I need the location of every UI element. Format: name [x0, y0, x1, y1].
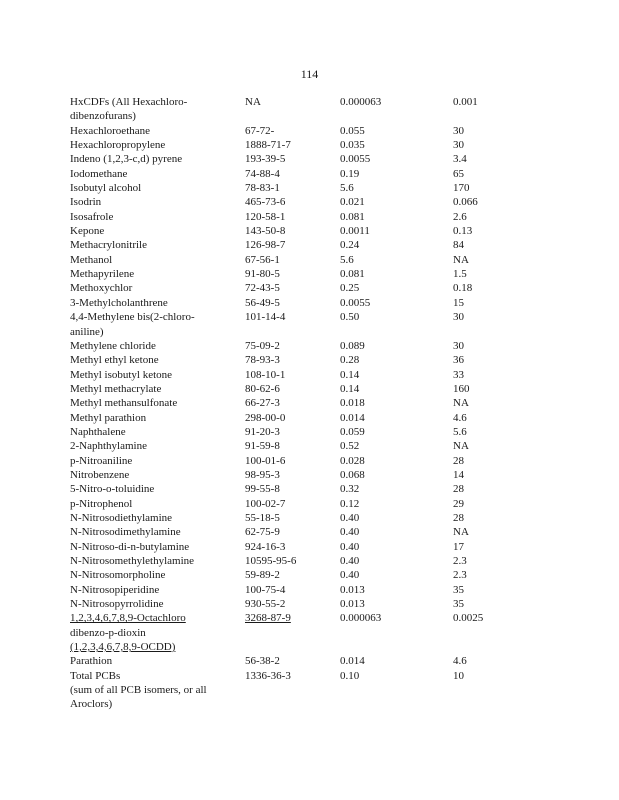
- cas-number: 91-80-5: [245, 268, 280, 281]
- constituent-name: Methyl isobutyl ketone: [70, 368, 173, 381]
- table-row: [70, 683, 590, 697]
- nonwastewater-value: 30: [453, 311, 464, 324]
- nonwastewater-value: 4.6: [453, 411, 467, 424]
- table-row: [70, 640, 590, 654]
- constituent-name: dibenzo-p-dioxin: [70, 626, 146, 639]
- cas-number: 126-98-7: [245, 239, 286, 252]
- wastewater-value: 0.081: [340, 268, 365, 281]
- nonwastewater-value: 28: [453, 454, 464, 467]
- constituent-name: Methyl parathion: [70, 411, 147, 424]
- wastewater-value: 0.068: [340, 468, 365, 481]
- cas-number: 75-09-2: [245, 339, 280, 352]
- wastewater-value: 0.14: [340, 382, 360, 395]
- constituent-name: Indeno (1,2,3-c,d) pyrene: [70, 153, 183, 166]
- wastewater-value: 0.028: [340, 454, 365, 467]
- cas-number: 66-27-3: [245, 397, 280, 410]
- constituent-name: Total PCBs: [70, 669, 121, 682]
- table-row: [70, 597, 590, 611]
- table-row: [70, 382, 590, 396]
- nonwastewater-value: 35: [453, 598, 464, 611]
- nonwastewater-value: 65: [453, 167, 464, 180]
- wastewater-value: 0.14: [340, 368, 360, 381]
- wastewater-value: 0.50: [340, 311, 360, 324]
- cas-number: 55-18-5: [245, 511, 280, 524]
- wastewater-value: 0.055: [340, 124, 365, 137]
- constituent-name: N-Nitrosopiperidine: [70, 583, 160, 596]
- table-row: [70, 210, 590, 224]
- cas-number: 100-01-6: [245, 454, 286, 467]
- constituent-name: 5-Nitro-o-toluidine: [70, 483, 155, 496]
- constituent-name: Hexachloroethane: [70, 124, 151, 137]
- constituent-name: Parathion: [70, 655, 113, 668]
- cas-number: [245, 109, 340, 123]
- table-row: [70, 697, 590, 711]
- table-row: [70, 296, 590, 310]
- wastewater-value: 0.32: [340, 483, 360, 496]
- constituent-name: Methoxychlor: [70, 282, 133, 295]
- constituent-name: Methyl methacrylate: [70, 382, 162, 395]
- cas-number: 59-89-2: [245, 569, 280, 582]
- cas-number: 3268-87-9: [245, 612, 291, 625]
- constituent-name: 3-Methylcholanthrene: [70, 296, 168, 309]
- cas-number: 98-95-3: [245, 468, 280, 481]
- cas-number: 298-00-0: [245, 411, 286, 424]
- table-row: [70, 368, 590, 382]
- table-row: [70, 167, 590, 181]
- table-row: [70, 525, 590, 539]
- nonwastewater-value: 1.5: [453, 268, 467, 281]
- wastewater-value: 0.19: [340, 167, 360, 180]
- wastewater-value: 0.0011: [340, 225, 370, 238]
- constituent-name: Methacrylonitrile: [70, 239, 147, 252]
- constituent-name: Hexachloropropylene: [70, 139, 166, 152]
- nonwastewater-value: 35: [453, 583, 464, 596]
- nonwastewater-value: [453, 683, 533, 697]
- constituent-name: Nitrobenzene: [70, 468, 130, 481]
- nonwastewater-value: 5.6: [453, 425, 467, 438]
- table-row: [70, 124, 590, 138]
- nonwastewater-value: NA: [453, 440, 469, 453]
- table-row: [70, 482, 590, 496]
- table-row: [70, 425, 590, 439]
- nonwastewater-value: 170: [453, 182, 470, 195]
- cas-number: 10595-95-6: [245, 555, 297, 567]
- table-row: [70, 310, 590, 324]
- nonwastewater-value: 3.4: [453, 153, 467, 166]
- wastewater-value: 0.40: [340, 540, 360, 553]
- wastewater-value: 0.014: [340, 411, 365, 424]
- table-row: [70, 511, 590, 525]
- cas-number: 78-83-1: [245, 182, 280, 195]
- table-row: [70, 454, 590, 468]
- wastewater-value: 5.6: [340, 182, 354, 195]
- cas-number: [245, 683, 340, 697]
- constituent-name: 2-Naphthylamine: [70, 440, 147, 453]
- cas-number: 67-72-: [245, 124, 275, 137]
- constituent-name: p-Nitrophenol: [70, 497, 133, 510]
- constituent-name: N-Nitrosomorpholine: [70, 569, 166, 582]
- nonwastewater-value: 0.18: [453, 282, 473, 295]
- constituent-table: [70, 95, 590, 712]
- wastewater-value: [340, 109, 453, 123]
- constituent-name: Iodomethane: [70, 167, 128, 180]
- table-row: [70, 583, 590, 597]
- cas-number: [245, 640, 340, 654]
- table-row: [70, 253, 590, 267]
- nonwastewater-value: 4.6: [453, 655, 467, 668]
- nonwastewater-value: 2.6: [453, 210, 467, 223]
- table-row: [70, 669, 590, 683]
- nonwastewater-value: NA: [453, 253, 469, 266]
- nonwastewater-value: 14: [453, 468, 464, 481]
- table-row: [70, 439, 590, 453]
- table-row: [70, 411, 590, 425]
- nonwastewater-value: 2.3: [453, 555, 467, 567]
- table-row: [70, 109, 590, 123]
- constituent-name: HxCDFs (All Hexachloro-: [70, 96, 188, 108]
- cas-number: 101-14-4: [245, 311, 286, 324]
- constituent-name: Isosafrole: [70, 210, 114, 223]
- constituent-name: N-Nitroso-di-n-butylamine: [70, 540, 190, 553]
- page-number: 114: [300, 67, 319, 81]
- table-row: [70, 152, 590, 166]
- constituent-name: Aroclors): [70, 698, 113, 711]
- table-row: [70, 138, 590, 152]
- wastewater-value: 0.52: [340, 440, 360, 453]
- wastewater-value: [340, 683, 453, 697]
- nonwastewater-value: 30: [453, 124, 464, 137]
- constituent-name: aniline): [70, 325, 104, 338]
- table-row: [70, 181, 590, 195]
- wastewater-value: 0.018: [340, 397, 365, 410]
- nonwastewater-value: [453, 640, 533, 654]
- table-row: [70, 238, 590, 252]
- cas-number: 465-73-6: [245, 196, 286, 209]
- wastewater-value: 0.089: [340, 339, 365, 352]
- constituent-name: Methylene chloride: [70, 339, 156, 352]
- wastewater-value: 0.059: [340, 425, 365, 438]
- cas-number: NA: [245, 96, 261, 108]
- nonwastewater-value: 0.13: [453, 225, 473, 238]
- nonwastewater-value: 28: [453, 483, 464, 496]
- wastewater-value: 0.021: [340, 196, 365, 209]
- wastewater-value: 0.000063: [340, 96, 382, 108]
- constituent-name: N-Nitrosopyrrolidine: [70, 598, 164, 611]
- table-row: [70, 654, 590, 668]
- nonwastewater-value: NA: [453, 397, 469, 410]
- wastewater-value: 0.10: [340, 669, 360, 682]
- constituent-name: Isodrin: [70, 196, 102, 209]
- cas-number: 74-88-4: [245, 167, 280, 180]
- constituent-name: p-Nitroaniline: [70, 454, 133, 467]
- constituent-name: N-Nitrosomethylethylamine: [70, 555, 195, 567]
- wastewater-value: 0.0055: [340, 296, 371, 309]
- constituent-name: dibenzofurans): [70, 110, 136, 123]
- constituent-name: (sum of all PCB isomers, or all: [70, 684, 207, 697]
- nonwastewater-value: 30: [453, 139, 464, 152]
- table-row: [70, 568, 590, 582]
- constituent-name: 1,2,3,4,6,7,8,9-Octachloro: [70, 612, 186, 625]
- wastewater-value: [340, 325, 453, 339]
- wastewater-value: 0.013: [340, 583, 365, 596]
- constituent-name: (1,2,3,4,6,7,8,9-OCDD): [70, 641, 176, 654]
- nonwastewater-value: 15: [453, 296, 464, 309]
- wastewater-value: 0.40: [340, 569, 360, 582]
- cas-number: 91-20-3: [245, 425, 280, 438]
- cas-number: 56-49-5: [245, 296, 280, 309]
- table-row: [70, 281, 590, 295]
- table-row: [70, 339, 590, 353]
- wastewater-value: 0.014: [340, 655, 365, 668]
- cas-number: 56-38-2: [245, 655, 280, 668]
- cas-number: 91-59-8: [245, 440, 280, 453]
- wastewater-value: [340, 626, 453, 640]
- wastewater-value: 0.000063: [340, 612, 382, 625]
- cas-number: 100-02-7: [245, 497, 286, 510]
- table-row: [70, 195, 590, 209]
- nonwastewater-value: 33: [453, 368, 464, 381]
- nonwastewater-value: 10: [453, 669, 464, 682]
- table-row: [70, 497, 590, 511]
- nonwastewater-value: 29: [453, 497, 464, 510]
- wastewater-value: 0.12: [340, 497, 360, 510]
- nonwastewater-value: [453, 697, 533, 711]
- nonwastewater-value: [453, 626, 533, 640]
- table-row: [70, 325, 590, 339]
- constituent-name: Methyl methansulfonate: [70, 397, 178, 410]
- nonwastewater-value: 28: [453, 511, 464, 524]
- constituent-name: Isobutyl alcohol: [70, 182, 142, 195]
- nonwastewater-value: 2.3: [453, 569, 467, 582]
- cas-number: 1888-71-7: [245, 139, 291, 152]
- nonwastewater-value: 30: [453, 339, 464, 352]
- cas-number: [245, 325, 340, 339]
- nonwastewater-value: 0.0025: [453, 612, 484, 625]
- table-row: [70, 396, 590, 410]
- cas-number: 1336-36-3: [245, 669, 291, 682]
- constituent-name: N-Nitrosodimethylamine: [70, 526, 181, 539]
- cas-number: 930-55-2: [245, 598, 286, 611]
- cas-number: 143-50-8: [245, 225, 286, 238]
- cas-number: 100-75-4: [245, 583, 286, 596]
- nonwastewater-value: 160: [453, 382, 470, 395]
- nonwastewater-value: 17: [453, 540, 464, 553]
- wastewater-value: 0.40: [340, 511, 360, 524]
- wastewater-value: 0.25: [340, 282, 360, 295]
- wastewater-value: 5.6: [340, 253, 354, 266]
- cas-number: 62-75-9: [245, 526, 280, 539]
- cas-number: 78-93-3: [245, 354, 280, 367]
- nonwastewater-value: 84: [453, 239, 464, 252]
- cas-number: 99-55-8: [245, 483, 280, 496]
- table-row: [70, 468, 590, 482]
- wastewater-value: [340, 640, 453, 654]
- cas-number: 193-39-5: [245, 153, 286, 166]
- cas-number: [245, 697, 340, 711]
- cas-number: 72-43-5: [245, 282, 280, 295]
- cas-number: 120-58-1: [245, 210, 286, 223]
- nonwastewater-value: NA: [453, 526, 469, 539]
- cas-number: 80-62-6: [245, 382, 280, 395]
- table-row: [70, 611, 590, 625]
- table-row: [70, 626, 590, 640]
- wastewater-value: [340, 697, 453, 711]
- nonwastewater-value: 0.066: [453, 196, 478, 209]
- nonwastewater-value: 0.001: [453, 96, 478, 108]
- constituent-name: Methyl ethyl ketone: [70, 354, 159, 367]
- nonwastewater-value: [453, 325, 533, 339]
- cas-number: 67-56-1: [245, 253, 280, 266]
- table-row: [70, 224, 590, 238]
- constituent-name: Kepone: [70, 225, 105, 238]
- constituent-name: Methapyrilene: [70, 268, 135, 281]
- wastewater-value: 0.0055: [340, 153, 371, 166]
- wastewater-value: 0.013: [340, 598, 365, 611]
- wastewater-value: 0.035: [340, 139, 365, 152]
- wastewater-value: 0.24: [340, 239, 360, 252]
- wastewater-value: 0.40: [340, 526, 360, 539]
- constituent-name: N-Nitrosodiethylamine: [70, 511, 173, 524]
- constituent-name: Methanol: [70, 253, 113, 266]
- constituent-name: Naphthalene: [70, 425, 126, 438]
- wastewater-value: 0.40: [340, 555, 360, 567]
- table-row: [70, 95, 590, 109]
- table-row: [70, 540, 590, 554]
- table-row: [70, 267, 590, 281]
- constituent-name: 4,4-Methylene bis(2-chloro-: [70, 311, 195, 324]
- cas-number: [245, 626, 340, 640]
- cas-number: 108-10-1: [245, 368, 286, 381]
- nonwastewater-value: 36: [453, 354, 464, 367]
- nonwastewater-value: [453, 109, 533, 123]
- cas-number: 924-16-3: [245, 540, 286, 553]
- table-row: [70, 353, 590, 367]
- wastewater-value: 0.081: [340, 210, 365, 223]
- table-row: [70, 554, 590, 568]
- wastewater-value: 0.28: [340, 354, 360, 367]
